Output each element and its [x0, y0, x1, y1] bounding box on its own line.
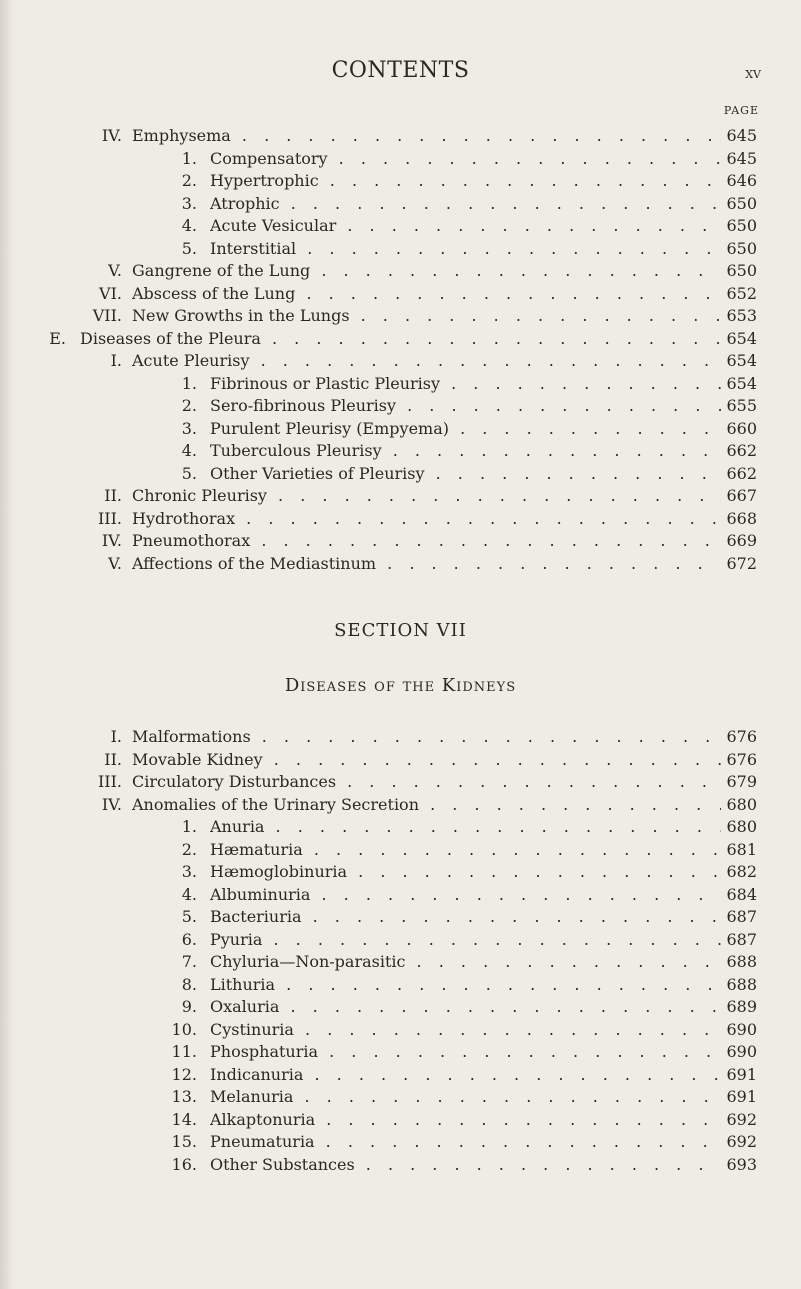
toc-entry-title [132, 508, 722, 530]
toc-entry-title-text: Oxaluria [210, 997, 280, 1016]
toc-entry-title-text: Chyluria—Non-parasitic [210, 952, 406, 971]
toc-entry-title [210, 1131, 722, 1153]
toc-entry-title [210, 440, 722, 462]
toc-entry-title-text: Movable Kidney [132, 749, 263, 769]
toc-entry-number: 14. [171, 1109, 197, 1129]
toc-entry-page: 662 [721, 463, 757, 485]
toc-entry [0, 485, 801, 507]
toc-entry-page: 680 [721, 816, 757, 838]
toc-entry-number: 5. [181, 463, 197, 483]
toc-entry [0, 305, 801, 327]
toc-entry [0, 839, 801, 861]
toc-entry-page: 676 [721, 749, 757, 771]
toc-entry [0, 794, 801, 816]
toc-entry-page: 667 [721, 485, 757, 507]
toc-entry-title [210, 238, 722, 260]
toc-entry-title [210, 1109, 722, 1131]
toc-entry-title-text: Malformations [132, 727, 251, 746]
section-subtitle: Diseases of the Kidneys [284, 675, 517, 696]
toc-entry-number: 2. [181, 396, 197, 415]
toc-entry-number: IV. [101, 794, 122, 814]
toc-entry [0, 260, 801, 282]
toc-entry-title-text: Cystinuria [210, 1019, 294, 1039]
toc-entry-number: VI. [99, 283, 122, 303]
toc-entry-title-text: Tuberculous Pleurisy [210, 441, 382, 460]
toc-entry [0, 884, 801, 906]
toc-entry-number: 13. [171, 1087, 197, 1106]
toc-entry-title [80, 328, 722, 350]
toc-entry [0, 1154, 801, 1176]
toc-entry-title [132, 305, 722, 327]
toc-entry-title-text: Hydrothorax [132, 508, 236, 528]
toc-entry-page: 660 [721, 418, 757, 440]
toc-entry-page: 650 [721, 193, 757, 215]
toc-entry-title [132, 485, 722, 507]
page-title: CONTENTS [331, 58, 470, 83]
toc-entry-title-text: Other Substances [210, 1154, 355, 1174]
toc-entry-page: 684 [721, 884, 757, 906]
toc-entry-title [132, 125, 722, 147]
toc-entry-page: 669 [721, 530, 757, 552]
toc-entry-title-text: Hæmaturia [210, 839, 303, 859]
toc-entry [0, 395, 801, 417]
toc-entry-page: 650 [721, 238, 757, 260]
toc-entry-title [210, 1086, 722, 1108]
toc-entry [0, 974, 801, 996]
toc-entry [0, 1131, 801, 1153]
toc-entry-title [210, 418, 722, 440]
toc-entry-number: 4. [181, 216, 197, 235]
toc-entry-title [210, 395, 722, 417]
toc-entry-number: V. [108, 261, 122, 280]
toc-entry [0, 215, 801, 237]
toc-entry-title-text: Pyuria [210, 929, 263, 949]
toc-entry-title-text: Phosphaturia [210, 1042, 319, 1061]
toc-entry-page: 646 [721, 170, 757, 192]
toc-entry-page: 693 [721, 1154, 757, 1176]
toc-entry-title-text: Hæmoglobinuria [210, 862, 348, 881]
toc-entry [0, 328, 801, 350]
toc-entry-title [132, 283, 722, 305]
toc-entry-title [210, 170, 722, 192]
toc-entry-page: 672 [721, 553, 757, 575]
toc-entry-number: 5. [181, 907, 197, 926]
toc-entry-page: 688 [721, 974, 757, 996]
toc-entry-title-text: Interstitial [210, 238, 297, 258]
toc-entry-title [210, 951, 722, 973]
toc-entry-page: 687 [721, 906, 757, 928]
toc-entry-page: 650 [721, 260, 757, 282]
toc-entry-number: I. [110, 727, 122, 746]
toc-entry-title [210, 148, 722, 170]
toc-entry-page: 691 [721, 1086, 757, 1108]
toc-entry-title [132, 726, 722, 748]
toc-entry-title [210, 373, 722, 395]
toc-entry-page: 653 [721, 305, 757, 327]
toc-entry [0, 929, 801, 951]
toc-entry-number: 16. [171, 1154, 197, 1174]
toc-entry-number: 5. [181, 238, 197, 258]
toc-entry [0, 283, 801, 305]
toc-entry-page: 662 [721, 440, 757, 462]
toc-entry-number: 10. [171, 1019, 197, 1039]
toc-entry-title-text: Acute Vesicular [210, 216, 337, 235]
toc-entry [0, 726, 801, 748]
toc-entry-title-text: Pneumothorax [132, 531, 251, 550]
toc-entry-title [210, 463, 722, 485]
toc-entry-page: 654 [721, 350, 757, 372]
toc-entry [0, 749, 801, 771]
toc-entry-title-text: Bacteriuria [210, 907, 302, 926]
toc-entry-title-text: Melanuria [210, 1087, 294, 1106]
toc-entry [0, 771, 801, 793]
toc-entry-title [210, 996, 722, 1018]
toc-entry-title [210, 816, 722, 838]
toc-entry-page: 682 [721, 861, 757, 883]
toc-entry-title-text: Indicanuria [210, 1064, 304, 1084]
toc-entry-page: 645 [721, 125, 757, 147]
toc-entry-title-text: Chronic Pleurisy [132, 486, 267, 505]
toc-entry-title [210, 884, 722, 906]
toc-entry-number: IV. [101, 126, 122, 145]
toc-entry-number: I. [110, 351, 122, 370]
toc-entry-number: 2. [181, 171, 197, 190]
toc-entry-title-text: Other Varieties of Pleurisy [210, 463, 425, 483]
toc-entry [0, 418, 801, 440]
toc-entry [0, 148, 801, 170]
toc-entry-title [132, 530, 722, 552]
toc-entry-page: 654 [721, 373, 757, 395]
toc-entry-number: 4. [181, 441, 197, 460]
toc-entry-number: 8. [181, 974, 197, 994]
toc-entry-number: II. [104, 749, 122, 769]
toc-entry-number: 6. [181, 929, 197, 949]
page-header [0, 58, 801, 88]
toc-entry-number: E. [49, 328, 66, 348]
toc-entry-title-text: Anuria [210, 817, 265, 836]
toc-entry-page: 690 [721, 1019, 757, 1041]
toc-entry [0, 1064, 801, 1086]
toc-entry-page: 650 [721, 215, 757, 237]
toc-entry-page: 652 [721, 283, 757, 305]
toc-entry-page: 687 [721, 929, 757, 951]
toc-entry-number: 3. [181, 193, 197, 213]
toc-entry [0, 1109, 801, 1131]
toc-entry-number: VII. [92, 306, 122, 325]
toc-entry-title [210, 906, 722, 928]
toc-entry-page: 679 [721, 771, 757, 793]
toc-entry [0, 996, 801, 1018]
toc-entry-number: 12. [171, 1064, 197, 1084]
toc-entry-number: 3. [181, 862, 197, 881]
toc-entry-page: 688 [721, 951, 757, 973]
toc-entry-title-text: Emphysema [132, 126, 231, 145]
toc-entry [0, 238, 801, 260]
toc-entry [0, 193, 801, 215]
toc-entry-title-text: Gangrene of the Lung [132, 261, 311, 280]
toc-entry-title-text: Pneumaturia [210, 1132, 315, 1151]
toc-entry-page: 692 [721, 1109, 757, 1131]
toc-entry-title-text: Fibrinous or Plastic Pleurisy [210, 373, 441, 393]
toc-entry-page: 676 [721, 726, 757, 748]
toc-entry-number: 1. [181, 373, 197, 393]
toc-entry-number: II. [104, 486, 122, 505]
toc-entry [0, 440, 801, 462]
toc-entry [0, 1041, 801, 1063]
toc-entry-title-text: Affections of the Mediastinum [132, 553, 377, 573]
toc-entry [0, 463, 801, 485]
toc-entry-title [210, 1154, 722, 1176]
toc-entry-page: 655 [721, 395, 757, 417]
toc-entry-title-text: Albuminuria [210, 884, 311, 904]
toc-entry-title [210, 929, 722, 951]
toc-entry-title [210, 974, 722, 996]
toc-entry-title [132, 749, 722, 771]
toc-entry-number: 11. [171, 1042, 197, 1061]
toc-entry [0, 1019, 801, 1041]
toc-entry-title-text: Acute Pleurisy [132, 351, 250, 370]
toc-entry-number: III. [97, 772, 122, 791]
toc-entry-number: 3. [181, 418, 197, 438]
toc-entry-number: 1. [181, 148, 197, 168]
toc-entry [0, 350, 801, 372]
toc-entry-title [210, 1064, 722, 1086]
toc-entry-page: 654 [721, 328, 757, 350]
section-title: SECTION VII [334, 620, 467, 641]
toc-entry [0, 125, 801, 147]
toc-entry [0, 951, 801, 973]
toc-entry-title [210, 215, 722, 237]
toc-entry-title-text: Sero-fibrinous Pleurisy [210, 396, 397, 415]
toc-entry [0, 906, 801, 928]
toc-entry [0, 861, 801, 883]
toc-entry-number: III. [97, 508, 122, 528]
toc-entry-page: 645 [721, 148, 757, 170]
toc-entry-title [210, 193, 722, 215]
toc-entry [0, 553, 801, 575]
toc-entry-title [210, 1019, 722, 1041]
toc-entry-title [210, 839, 722, 861]
toc-entry-title [132, 260, 722, 282]
toc-entry-title [132, 350, 722, 372]
toc-entry-number: 9. [181, 997, 197, 1016]
toc-entry-title-text: New Growths in the Lungs [132, 306, 350, 325]
toc-entry-number: 7. [181, 952, 197, 971]
page-number: xv [745, 64, 761, 82]
toc-entry-number: V. [108, 553, 122, 573]
toc-entry-number: IV. [101, 531, 122, 550]
toc-entry-title-text: Abscess of the Lung [132, 283, 296, 303]
toc-entry [0, 373, 801, 395]
toc-entry-page: 691 [721, 1064, 757, 1086]
page-column-label: PAGE [723, 104, 759, 117]
toc-entry-title-text: Diseases of the Pleura [80, 328, 261, 348]
toc-entry-title-text: Alkaptonuria [210, 1109, 316, 1129]
toc-entry-number: 1. [181, 817, 197, 836]
toc-entry-title-text: Purulent Pleurisy (Empyema) [210, 418, 449, 438]
toc-entry-title [210, 1041, 722, 1063]
toc-entry-page: 681 [721, 839, 757, 861]
toc-entry-title-text: Hypertrophic [210, 171, 319, 190]
toc-entry [0, 170, 801, 192]
toc-entry-page: 668 [721, 508, 757, 530]
toc-entry-title-text: Atrophic [210, 193, 280, 213]
toc-entry-page: 690 [721, 1041, 757, 1063]
toc-entry-page: 692 [721, 1131, 757, 1153]
toc-entry [0, 1086, 801, 1108]
toc-entry-page: 689 [721, 996, 757, 1018]
toc-entry [0, 816, 801, 838]
toc-entry-title-text: Lithuria [210, 974, 276, 994]
toc-entry-title [132, 771, 722, 793]
toc-entry-title [132, 553, 722, 575]
toc-entry [0, 530, 801, 552]
toc-entry-number: 15. [171, 1132, 197, 1151]
toc-entry-page: 680 [721, 794, 757, 816]
toc-entry-title [210, 861, 722, 883]
toc-entry-title-text: Circulatory Disturbances [132, 772, 337, 791]
toc-entry-number: 4. [181, 884, 197, 904]
toc-entry-title [132, 794, 722, 816]
toc-entry [0, 508, 801, 530]
toc-entry-title-text: Compensatory [210, 148, 328, 168]
toc-entry-title-text: Anomalies of the Urinary Secretion [132, 794, 419, 814]
toc-entry-number: 2. [181, 839, 197, 859]
